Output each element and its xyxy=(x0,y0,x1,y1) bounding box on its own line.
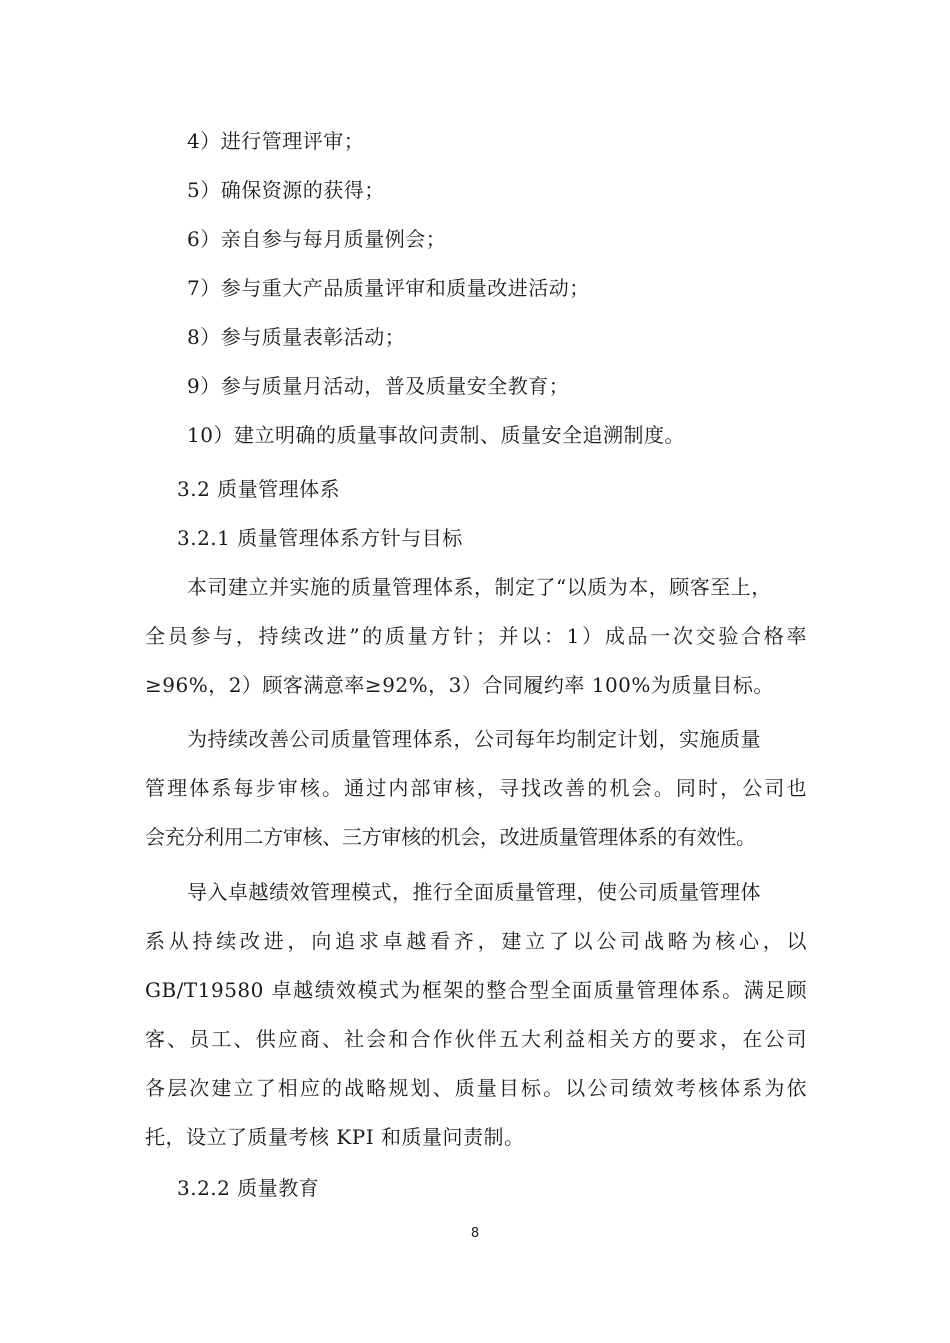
section-heading-3-2: 3.2 质量管理体系 xyxy=(177,477,341,501)
list-item: 8）参与质量表彰活动； xyxy=(187,325,406,349)
paragraph-line: 托，设立了质量考核 KPI 和质量问责制。 xyxy=(145,1125,525,1149)
paragraph-line: GB/T19580 卓越绩效模式为框架的整合型全面质量管理体系。满足顾 xyxy=(145,978,807,1002)
list-item: 9）参与质量月活动，普及质量安全教育； xyxy=(187,374,570,398)
paragraph-line: 管理体系每步审核。通过内部审核，寻找改善的机会。同时，公司也 xyxy=(145,776,807,800)
list-item: 10）建立明确的质量事故问责制、质量安全追溯制度。 xyxy=(187,423,685,447)
paragraph-line: ≥96%，2）顾客满意率≥92%，3）合同履约率 100%为质量目标。 xyxy=(145,673,774,697)
paragraph-line: 导入卓越绩效管理模式，推行全面质量管理，使公司质量管理体 xyxy=(187,880,761,904)
list-item: 6）亲自参与每月质量例会； xyxy=(187,227,447,251)
paragraph-line: 会充分利用二方审核、三方审核的机会，改进质量管理体系的有效性。 xyxy=(145,825,756,849)
paragraph-line: 本司建立并实施的质量管理体系，制定了“以质为本，顾客至上， xyxy=(187,575,772,599)
list-item: 5）确保资源的获得； xyxy=(187,178,385,202)
list-item: 4）进行管理评审； xyxy=(187,129,365,153)
page-number: 8 xyxy=(470,1226,480,1241)
section-heading-3-2-2: 3.2.2 质量教育 xyxy=(177,1176,320,1200)
list-item: 7）参与重大产品质量评审和质量改进活动； xyxy=(187,276,590,300)
paragraph-line: 各层次建立了相应的战略规划、质量目标。以公司绩效考核体系为依 xyxy=(145,1076,807,1100)
paragraph-line: 系从持续改进，向追求卓越看齐，建立了以公司战略为核心，以 xyxy=(145,929,807,953)
paragraph-line: 为持续改善公司质量管理体系，公司每年均制定计划，实施质量 xyxy=(187,727,761,751)
paragraph-line: 全员参与，持续改进”的质量方针；并以：1）成品一次交验合格率 xyxy=(145,624,807,648)
section-heading-3-2-1: 3.2.1 质量管理体系方针与目标 xyxy=(177,526,463,550)
paragraph-line: 客、员工、供应商、社会和合作伙伴五大利益相关方的要求，在公司 xyxy=(145,1027,807,1051)
